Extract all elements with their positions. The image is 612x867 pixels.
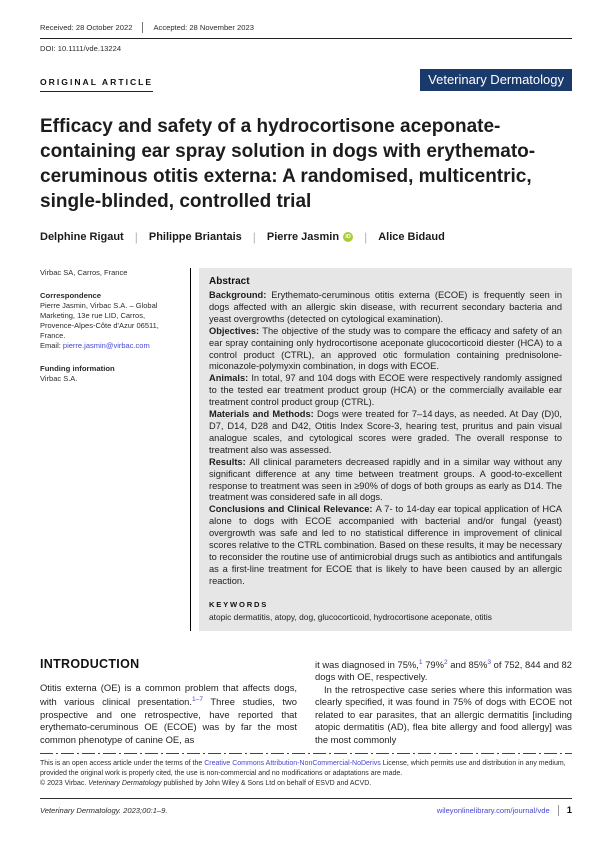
abstract-paragraph: Conclusions and Clinical Relevance: A 7- to 14-day ear topical application of HCA alone to dogs with ECOE accompanied with bacterial and/or fungal (yeast) overgrowth was safe and led to no statistical difference in improvement of clinical scores relative to the CTRL combination. Based on these results, it may be necessary to reconsider the routine use of antimicrobial drugs such as antibiotics and antifungals as a first-line treatment for ECOE that is likely to have been caused by an allergic reaction. [209, 504, 562, 586]
accepted-date: Accepted: 28 November 2023 [153, 23, 254, 32]
abstract-heading: Abstract [209, 276, 250, 287]
correspondence-text: Pierre Jasmin, Virbac S.A. – Global Marketing, 13e rue LID, Carros, Provence-Alpes-Côte d'Azur 06511, France. [40, 301, 159, 340]
abstract-paragraph: Objectives: The objective of the study was to compare the efficacy and safety of an ear spray containing only hydrocortisone aceponate glucocorticoid diester (HCA) to a control product (CTRL), an approved otic formulation containing prednisolone-miconazole-polymyxin combination, in dogs with ECOE. [209, 325, 562, 372]
intro-right-column [315, 657, 572, 747]
open-access-footnote: This is an open access article under the terms of the Creative Commons Attribution-NonCommercial-NoDerivs License, which permits use and distribution in any medium, provided the original work is properly cited, the use is non-commercial and no modifications or adaptations are made. [40, 760, 566, 777]
author-name: Philippe Briantais [148, 231, 242, 243]
abstract-paragraph: Materials and Methods: Dogs were treated for 7–14 days, as needed. At Day (D)0, D7, D14, D28 and D42, Otitis Index Score-3, hearing test, pruritus and pain visual analogue scales, and cytological scores were graded. The overall response to treatment also was assessed. [209, 409, 563, 455]
vertical-divider [190, 268, 191, 631]
author-name: Delphine Rigaut [40, 231, 124, 243]
introduction-columns [40, 657, 572, 747]
journal-url-link[interactable]: wileyonlinelibrary.com/journal/vde [436, 805, 550, 815]
sidebar [40, 268, 190, 631]
funding-text: Virbac S.A. [40, 374, 78, 383]
intro-paragraph: Otitis externa (OE) is a common problem that affects dogs, with various clinical presentation.$^{1-7}$ Three studies, two prospective and one retrospective, have reported that erythemato-ceruminous OE (ECOE) was by far the most common phenotype of canine OE, as [40, 681, 297, 745]
keywords-heading: KEYWORDS [209, 599, 269, 609]
author-list [40, 230, 572, 244]
author-separator: | [364, 230, 368, 244]
affiliation: Virbac SA, Carros, France [40, 268, 128, 277]
footer-right [437, 805, 572, 816]
author-separator: | [134, 230, 138, 244]
received-date: Received: 28 October 2022 [40, 23, 133, 32]
email-label: Email: [40, 341, 63, 350]
journal-citation: Veterinary Dermatology. 2023;00:1–9. [40, 805, 168, 815]
funding-block [40, 364, 181, 384]
author-separator: | [252, 230, 256, 244]
orcid-icon[interactable]: iD [343, 232, 353, 242]
copyright-line: © 2023 Virbac. Veterinary Dermatology published by John Wiley & Sons Ltd on behalf of ESVD and ACVD. [40, 780, 372, 788]
abstract-paragraph: Results: All clinical parameters decreased rapidly and in a similar way without any significant difference at any time between treatment groups. A good-to-excellent response to treatment was seen in ≥90% of dogs of both groups as early as D14. The treatment was considered safe in all dogs. [209, 456, 562, 503]
keywords-text: atopic dermatitis, atopy, dog, glucocorticoid, hydrocortisone aceponate, otitis [209, 611, 492, 622]
header-divider [142, 22, 143, 33]
intro-paragraph: In the retrospective case series where this information was clearly specified, it was found in 75% of dogs with ECOE not related to ear parasites, that an allergic dermatitis [including atopic dermatitis (AD), flea bite allergy and food allergy] was the most commonly [315, 683, 572, 745]
article-type-label: ORIGINAL ARTICLE [40, 77, 153, 92]
abstract-paragraph: Background: Erythemato-ceruminous otitis externa (ECOE) is frequently seen in dogs affected with an allergic skin disease, with recurrent secondary bacteria and yeast overgrowths (detected on cytological examination). [209, 290, 563, 324]
correspondence-block [40, 291, 181, 351]
introduction-heading: INTRODUCTION [40, 656, 140, 671]
page-number: 1 [566, 804, 572, 816]
author-name: Alice Bidaud [378, 231, 445, 243]
dash-dot-divider [40, 753, 572, 754]
funding-heading: Funding information [40, 364, 115, 373]
author-name: Pierre Jasmin [266, 231, 340, 243]
footer-row [40, 805, 572, 816]
journal-logo-badge: Veterinary Dermatology [420, 69, 572, 91]
received-accepted-row [40, 22, 572, 39]
intro-paragraph: it was diagnosed in 75%,$^1$ 79%$^2$ and 85%$^3$ of 752, 844 and 82 dogs with OE, respectively. [315, 658, 572, 683]
correspondence-heading: Correspondence [40, 291, 102, 300]
abstract-section [40, 268, 572, 631]
intro-left-column [40, 657, 297, 747]
doi: DOI: 10.1111/vde.13224 [40, 44, 122, 53]
abstract-paragraph: Animals: In total, 97 and 104 dogs with ECOE were respectively randomly assigned to the tested ear treatment product group (HCA) or the commercially available ear treatment control product group (CTRL). [209, 373, 562, 408]
email-link[interactable]: pierre.jasmin@virbac.com [62, 341, 150, 350]
article-type-row [40, 69, 572, 92]
footer-rule [40, 798, 572, 799]
footer-divider [558, 805, 559, 816]
page-title: Efficacy and safety of a hydrocortisone aceponate-containing ear spray solution in dogs with erythemato-ceruminous otitis externa: A randomised, multicentric, single-blinded, controlled trial [40, 116, 536, 212]
abstract-box [199, 268, 572, 631]
